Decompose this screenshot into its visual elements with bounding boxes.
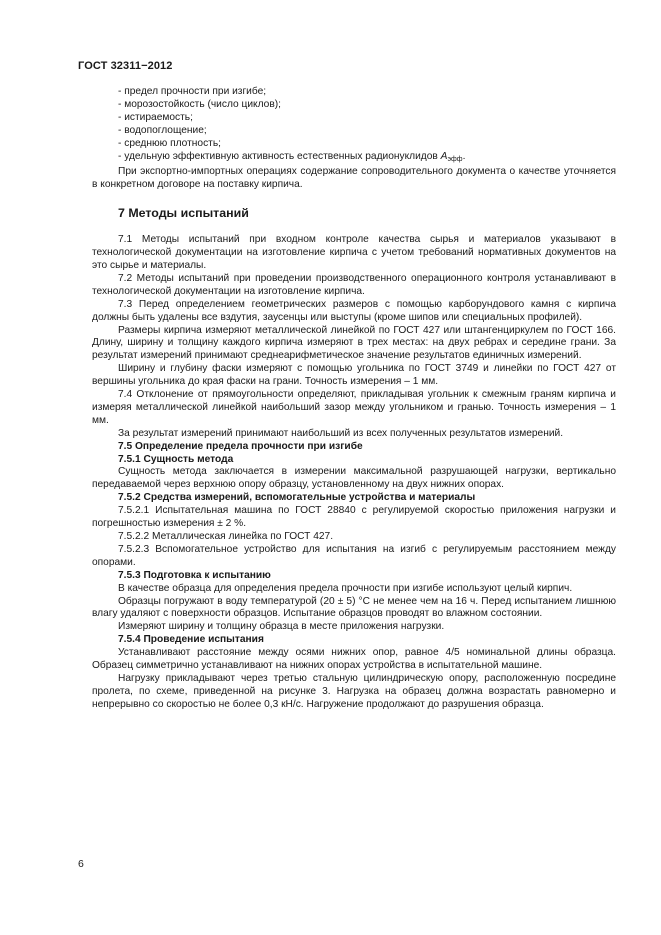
list-item-text: - удельную эффективную активность естественных радионуклидов (118, 150, 441, 162)
paragraph-7-5-2-3: 7.5.2.3 Вспомогательное устройство для испытания на изгиб с регулируемым расстоянием между опорами. (92, 543, 616, 568)
paragraph-7-5-4-a: Устанавливают расстояние между осями нижних опор, равное 4/5 номинальной длины образца. Образец симметрично устанавливают на нижних опорах устройства в испытательной машине. (92, 647, 616, 672)
heading-7-5-2: 7.5.2 Средства измерений, вспомогательные устройства и материалы (118, 492, 476, 504)
list-item: - предел прочности при изгибе; (118, 86, 267, 97)
heading-7-5-4: 7.5.4 Проведение испытания (118, 634, 264, 646)
paragraph-7-5-3-a: В качестве образца для определения предела прочности при изгибе используют целый кирпич. (118, 582, 573, 594)
paragraph-7-3: 7.3 Перед определением геометрических размеров с помощью карборундового камня с кирпича должны быть удалены все вздутия, заусенцы или выступы (кроме шипов или специальных профилей). (92, 298, 616, 323)
paragraph-7-5-2-2: 7.5.2.2 Металлическая линейка по ГОСТ 427. (118, 531, 334, 542)
export-note: При экспортно-импортных операциях содержание сопроводительного документа о качестве уточняется в конкретном договоре на поставку кирпича. (92, 166, 616, 191)
page-number: 6 (78, 858, 84, 870)
paragraph-7-2: 7.2 Методы испытаний при проведении производственного операционного контроля устанавливают в технологической документации на изготовление кирпича. (92, 272, 616, 297)
paragraph-7-5-3-b: Образцы погружают в воду температурой (20 ± 5) °С не менее чем на 16 ч. Перед испытанием лишнюю влагу удаляют с поверхности образцов. Испытание образцов проводят во влажном состоянии. (92, 595, 616, 620)
list-item: - истираемость; (118, 111, 193, 123)
heading-7-5-3: 7.5.3 Подготовка к испытанию (118, 569, 271, 581)
list-item: - среднюю плотность; (118, 137, 221, 149)
list-item: - морозостойкость (число циклов); (118, 98, 281, 110)
section-title: 7 Методы испытаний (118, 206, 249, 221)
radionuclide-symbol: А (440, 150, 448, 162)
paragraph-7-5-2-1: 7.5.2.1 Испытательная машина по ГОСТ 28840 с регулируемой скоростью приложения нагрузки и погрешностью измерения ± 2 %. (92, 505, 616, 530)
paragraph-7-4: 7.4 Отклонение от прямоугольности определяют, прикладывая угольник к смежным граням кирпича и измеряя металлической линейкой наибольший зазор между угольником и гранью. Точность измерения – 1 мм. (92, 389, 616, 426)
paragraph-7-1: 7.1 Методы испытаний при входном контроле качества сырья и материалов указывают в технологической документации на изготовление кирпича с учетом требований нормативных документов на это сырье и материалы. (92, 234, 616, 271)
paragraph-7-5-3-c: Измеряют ширину и толщину образца в месте приложения нагрузки. (118, 621, 445, 633)
paragraph-7-5-4-b: Нагрузку прикладывают через третью стальную цилиндрическую опору, расположенную посредине пролета, по схеме, приведенной на рисунке 3. Нагрузка на образец должна возрастать равномерно и непрерывно со скоростью не более 0,3 кН/с. Нагружение продолжают до разрушения образца. (92, 672, 616, 710)
list-item: - водопоглощение; (118, 124, 207, 136)
paragraph-sizes: Размеры кирпича измеряют металлической линейкой по ГОСТ 427 или штангенциркулем по ГОСТ 166. Длину, ширину и толщину каждого кирпича измеряют в трех местах: на двух ребрах и середине грани. За результат измерений принимают среднеарифметическое значение результатов единичных измерений. (92, 324, 616, 362)
paragraph-chamfer: Ширину и глубину фаски измеряют с помощью угольника по ГОСТ 3749 и линейки по ГОСТ 427 от вершины угольника до края фаски на грани. Точность измерения – 1 мм. (92, 363, 616, 388)
paragraph-result: За результат измерений принимают наибольший из всех полученных результатов измерений. (118, 427, 564, 439)
paragraph-7-5-1: Сущность метода заключается в измерении максимальной разрушающей нагрузки, вертикально передаваемой через верхнюю опору образцу, установленному на двух нижних опорах. (92, 466, 616, 491)
page-content (92, 86, 616, 712)
heading-7-5: 7.5 Определение предела прочности при изгибе (118, 440, 363, 452)
radionuclide-subscript: эфф (447, 155, 463, 163)
list-item-radionuclides (92, 151, 616, 167)
heading-7-5-1: 7.5.1 Сущность метода (118, 453, 234, 465)
list-item-tail: . (462, 150, 466, 162)
document-header: ГОСТ 32311−2012 (78, 60, 173, 72)
